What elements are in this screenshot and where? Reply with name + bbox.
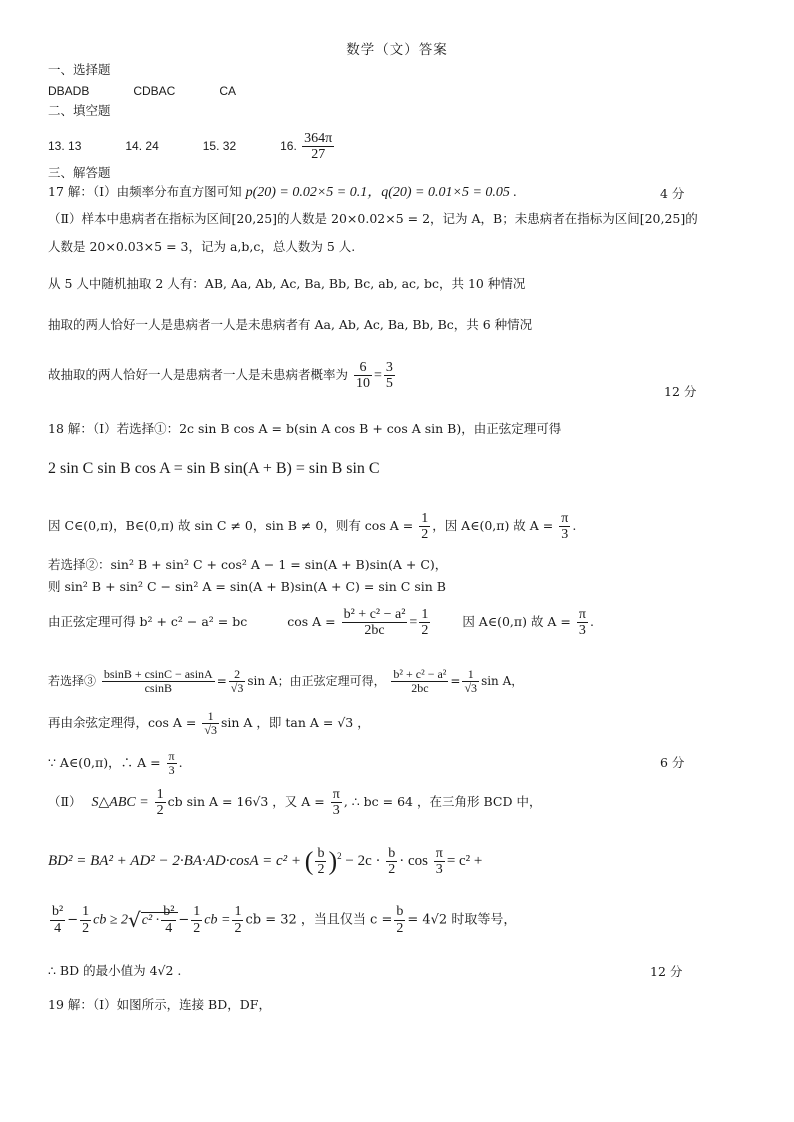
q18-line: 则 sin² B + sin² C − sin² A = sin(A + B)sin(A + C) = sin C sin B (48, 579, 446, 594)
choice-group: CDBAC (133, 84, 176, 98)
fill-answers (48, 126, 336, 166)
q18-line: 若选择②：sin² B + sin² C + cos² A − 1 = sin(A + B)sin(A + C)， (48, 557, 448, 572)
q18-line: 因 C∈(0,π)，B∈(0,π) 故 sin C ≠ 0，sin B ≠ 0，则有 cos A = $\frac{1}{2}$ ，因 A∈(0,π) 故 A = $\frac{\pi}{3}$ . (48, 510, 577, 542)
score-mark: 12 分 (664, 384, 697, 399)
q18-line: 18 解：（Ⅰ）若选择①：2c sin B cos A = b(sin A cos B + cos A sin B)，由正弦定理可得 (48, 421, 562, 436)
q19-line: 19 解：（Ⅰ）如图所示，连接 BD，DF， (48, 997, 271, 1012)
score-mark: 4 分 (660, 186, 685, 201)
q18-line: 由正弦定理可得 b² + c² − a² = bc cos A = $\frac{\text{b² + c² − a²}}{2bc}$ = $\frac{1}{2}$ 因 A∈(0,π) 故 A = $\frac{\pi}{3}$ . (48, 606, 594, 638)
q17-line: 抽取的两人恰好一人是患病者一人是未患病者有 Aa, Ab, Ac, Ba, Bb, Bc，共 6 种情况 (48, 317, 533, 332)
fill-answer: 13. 13 (48, 139, 82, 153)
fill-answer: 15. 32 (202, 139, 237, 153)
q18-line: $\frac{\text{b²}}{4}$ − $\frac{1}{2}$ cb ≥ 2√c² · $\frac{\text{b²}}{4}$ − $\frac{1}{2}$ cb = $\frac{1}{2}$ cb = 32 ，当且仅当 c = $\frac{b}{2}$ = 4√2 时取等号， (52, 904, 517, 936)
fill-answer: 16. (280, 139, 297, 153)
q18-line: 若选择③ $\frac{bsinB + csinC - asinA}{csinB}$ = $\frac{2}{√3}$ sin A；由正弦定理可得， $\frac{\text{b² + c² − a²}}{2bc}$ = $\frac{1}{√3}$ sin A， (48, 666, 524, 695)
q17-line: 从 5 人中随机抽取 2 人有：AB, Aa, Ab, Ac, Ba, Bb, Bc, ab, ac, bc，共 10 种情况 (48, 276, 526, 291)
fraction: $\frac{364\pi}{27}$ (304, 130, 333, 163)
q18-line: （Ⅱ） S△ABC = $\frac{1}{2}$ cb sin A = 16√3 ，又 A = $\frac{\pi}{3}$ , ∴ bc = 64 ，在三角形 BCD 中， (48, 786, 542, 818)
q17-line: 17 解：（Ⅰ）由频率分布直方图可知 p(20) = 0.02×5 = 0.1，q(20) = 0.01×5 = 0.05 . (48, 184, 517, 200)
q18-line: ∵ A∈(0,π)，∴ A = $\frac{\pi}{3}$ . (48, 748, 183, 777)
choice-group: CA (219, 84, 237, 98)
section-heading: 三、解答题 (48, 165, 111, 180)
q18-line: BD² = BA² + AD² − 2·BA·AD·cosA = c² + ( $\frac{b}{2}$ )$^2$ − 2c · $\frac{b}{2}$ · cos $\frac{\pi}{3}$ = c² + (48, 845, 483, 878)
fill-answer: 14. 24 (125, 139, 159, 153)
page-title: 数学（文）答案 (346, 42, 448, 58)
score-mark: 6 分 (660, 755, 685, 770)
choice-group: DBADB (48, 84, 90, 98)
section-heading: 二、填空题 (48, 103, 111, 118)
q18-line: 再由余弦定理得，cos A = $\frac{1}{√3}$ sin A ，即 tan A = √3 ， (48, 708, 370, 737)
q17-line: 人数是 20×0.03×5 = 3，记为 a,b,c，总人数为 5 人. (48, 239, 356, 254)
q18-line: 2 sin C sin B cos A = sin B sin(A + B) = sin B sin C (48, 460, 380, 477)
choice-answers (48, 82, 236, 100)
q17-line: 故抽取的两人恰好一人是患病者一人是未患病者概率为 $\frac{6}{10}$ = $\frac{3}{5}$ (48, 359, 393, 391)
q18-line: ∴ BD 的最小值为 4√2 . (48, 963, 182, 978)
score-mark: 12 分 (650, 964, 683, 979)
section-heading: 一、选择题 (48, 62, 111, 77)
q17-line: （Ⅱ）样本中患病者在指标为区间[20,25]的人数是 20×0.02×5 = 2，记为 A，B；未患病者在指标为区间[20,25]的 (48, 211, 698, 226)
